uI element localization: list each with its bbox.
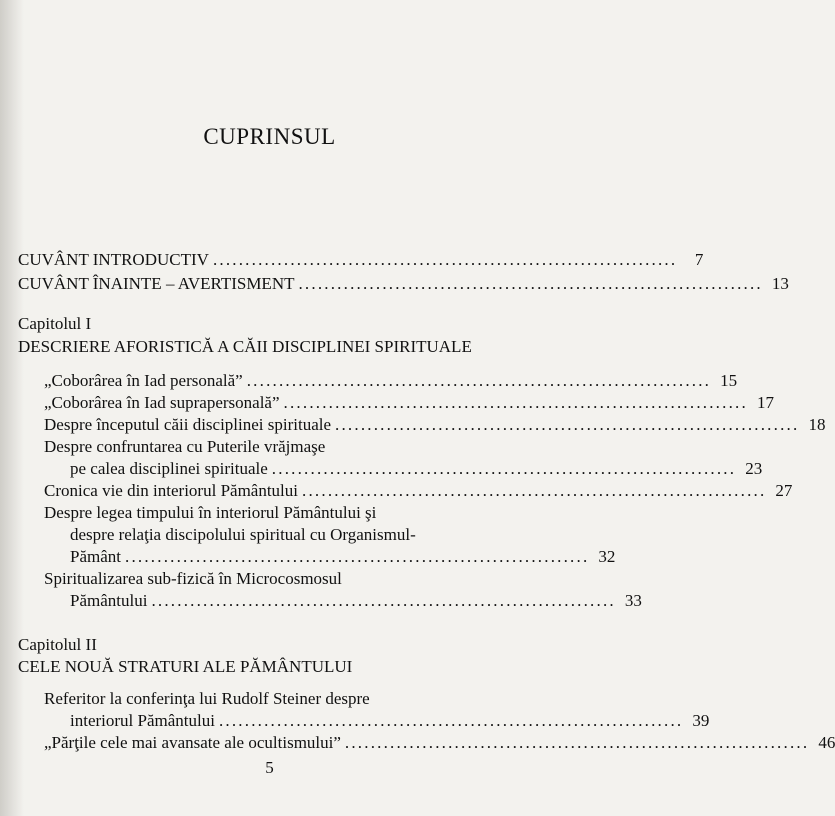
- leader-dots: ........................................................................: [246, 371, 712, 390]
- toc-entry-page: 7: [694, 250, 704, 269]
- toc-entry-page: 23: [745, 459, 763, 478]
- toc-entry-page: 32: [598, 547, 616, 566]
- toc-entry-text: CUVÂNT ÎNAINTE – AVERTISMENT: [18, 274, 295, 293]
- toc-entry-text-line: Despre legea timpului în interiorul Pământului şi: [44, 503, 377, 522]
- toc-entry: [44, 732, 835, 754]
- toc-entry-text: pe calea disciplinei spirituale: [70, 459, 268, 478]
- leader-dots: ........................................................................: [335, 415, 800, 434]
- toc-entry-page: 46: [818, 733, 835, 752]
- leader-dots: ........................................................................: [283, 393, 748, 412]
- toc-entry-text: Despre începutul căii disciplinei spirituale: [44, 415, 332, 434]
- toc-entry-text: Pământ: [70, 547, 121, 566]
- toc-entry: [18, 273, 789, 295]
- toc-entry: [70, 458, 763, 480]
- toc-entry: [70, 546, 616, 568]
- toc-entry: [70, 590, 642, 612]
- toc-entry-text: „Părţile cele mai avansate ale ocultismului”: [44, 733, 341, 752]
- page-number: 5: [265, 758, 274, 777]
- page-title: CUPRINSUL: [203, 124, 336, 149]
- page-gutter-shadow: [0, 0, 24, 816]
- leader-dots: ........................................................................: [344, 733, 810, 752]
- toc-entry-page: 17: [756, 393, 774, 412]
- toc-entry-page: 13: [771, 274, 789, 293]
- toc-entry-page: 18: [808, 415, 826, 434]
- toc-entry-text: Cronica vie din interiorul Pământului: [44, 481, 299, 500]
- toc-entry-text-line: Despre confruntarea cu Puterile vrăjmaşe: [44, 437, 326, 456]
- toc-entry-text-line: Spiritualizarea sub-fizică în Microcosmosul: [44, 569, 342, 588]
- toc-entry-text-line: despre relaţia discipolului spiritual cu Organismul-: [70, 525, 416, 544]
- toc-entry: [44, 414, 826, 436]
- toc-entry-text: „Coborârea în Iad suprapersonală”: [44, 393, 280, 412]
- toc-entry: [44, 480, 793, 502]
- leader-dots: ........................................................................: [271, 459, 737, 478]
- toc-entry-text-line: Referitor la conferinţa lui Rudolf Steiner despre: [44, 689, 370, 708]
- toc-entry-page: 15: [720, 371, 738, 390]
- toc-entry: [44, 392, 774, 414]
- toc-entry-text: interiorul Pământului: [70, 711, 215, 730]
- toc-entry-page: 33: [624, 591, 642, 610]
- toc-entry: [18, 249, 704, 271]
- chapter-label: Capitolul II: [18, 635, 97, 654]
- toc-entry-page: 27: [775, 481, 793, 500]
- leader-dots: ........................................................................: [212, 250, 678, 269]
- leader-dots: ........................................................................: [125, 547, 590, 566]
- toc-entry-text: Pământului: [70, 591, 148, 610]
- toc-entry-page: 39: [692, 711, 710, 730]
- leader-dots: ........................................................................: [151, 591, 616, 610]
- leader-dots: ........................................................................: [302, 481, 767, 500]
- toc-entry-text: CUVÂNT INTRODUCTIV: [18, 250, 209, 269]
- toc-entry: [70, 710, 710, 732]
- chapter-heading: CELE NOUĂ STRATURI ALE PĂMÂNTULUI: [18, 657, 353, 676]
- toc-entry-text: „Coborârea în Iad personală”: [44, 371, 243, 390]
- chapter-label: Capitolul I: [18, 314, 92, 333]
- leader-dots: ........................................................................: [218, 711, 684, 730]
- leader-dots: ........................................................................: [298, 274, 763, 293]
- chapter-heading: DESCRIERE AFORISTICĂ A CĂII DISCIPLINEI SPIRITUALE: [18, 337, 472, 356]
- toc-entry: [44, 370, 738, 392]
